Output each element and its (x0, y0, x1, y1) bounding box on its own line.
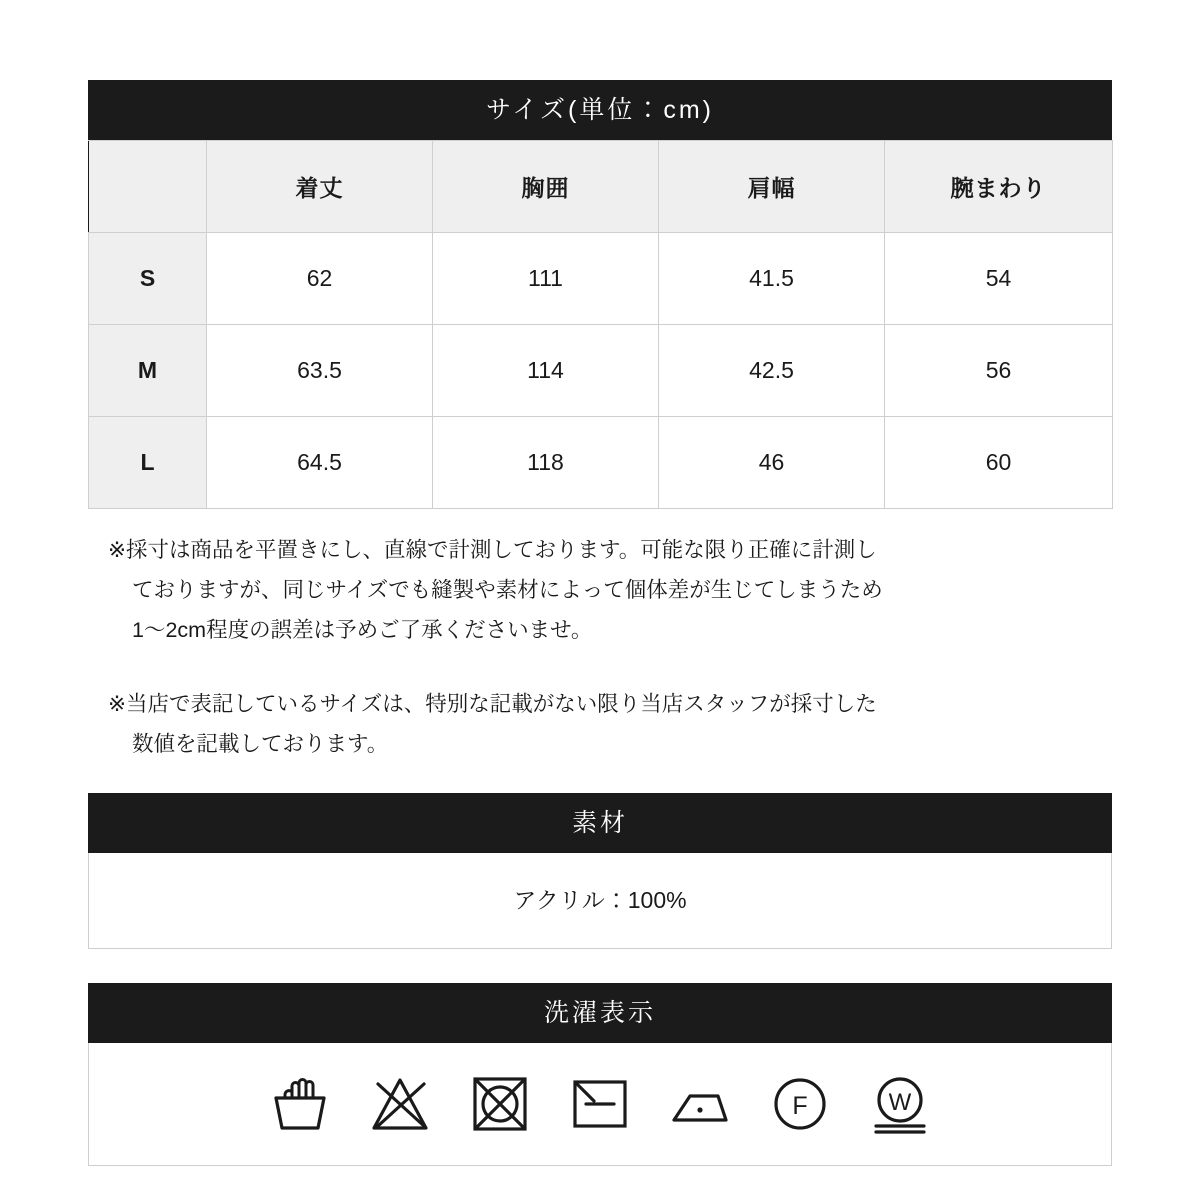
row-header-size: M (89, 325, 207, 417)
column-header-chest: 胸囲 (433, 141, 659, 233)
cell-length: 64.5 (207, 417, 433, 509)
care-icon-row (88, 1043, 1112, 1166)
material-value: アクリル：100% (88, 853, 1112, 949)
cell-shoulder: 46 (659, 417, 885, 509)
care-section (88, 983, 1112, 1166)
column-header-sleeve: 腕まわり (885, 141, 1113, 233)
row-header-size: L (89, 417, 207, 509)
flat-dry-in-shade-icon (568, 1072, 632, 1136)
size-column-header (89, 141, 207, 233)
cell-chest: 111 (433, 233, 659, 325)
note-line: ※採寸は商品を平置きにし、直線で計測しております。可能な限り正確に計測し (108, 538, 877, 562)
table-row (89, 417, 1113, 509)
cell-sleeve: 60 (885, 417, 1113, 509)
column-header-shoulder: 肩幅 (659, 141, 885, 233)
iron-low-icon (668, 1072, 732, 1136)
size-table (88, 140, 1113, 509)
cell-chest: 114 (433, 325, 659, 417)
no-bleach-icon (368, 1072, 432, 1136)
cell-length: 62 (207, 233, 433, 325)
svg-text:F: F (792, 1092, 808, 1120)
size-section (88, 80, 1112, 509)
cell-sleeve: 56 (885, 325, 1113, 417)
table-header-row (89, 141, 1113, 233)
material-section-title: 素材 (88, 793, 1112, 853)
table-row (89, 325, 1113, 417)
note-measurement (108, 530, 1108, 650)
note-line: ※当店で表記しているサイズは、特別な記載がない限り当店スタッフが採寸した (108, 692, 877, 716)
note-line: ておりますが、同じサイズでも縫製や素材によって個体差が生じてしまうため (132, 578, 883, 602)
note-line: 数値を記載しております。 (132, 732, 389, 756)
table-row (89, 233, 1113, 325)
column-header-length: 着丈 (207, 141, 433, 233)
cell-shoulder: 42.5 (659, 325, 885, 417)
cell-shoulder: 41.5 (659, 233, 885, 325)
hand-wash-icon (268, 1072, 332, 1136)
no-tumble-dry-icon (468, 1072, 532, 1136)
care-section-title: 洗濯表示 (88, 983, 1112, 1043)
svg-text:W: W (888, 1089, 912, 1116)
cell-length: 63.5 (207, 325, 433, 417)
cell-chest: 118 (433, 417, 659, 509)
size-section-title: サイズ(単位：cm) (88, 80, 1112, 140)
wet-clean-w-icon (868, 1072, 932, 1136)
cell-sleeve: 54 (885, 233, 1113, 325)
note-line: 1〜2cm程度の誤差は予めご了承くださいませ。 (132, 618, 593, 642)
dry-clean-f-icon (768, 1072, 832, 1136)
row-header-size: S (89, 233, 207, 325)
measurement-notes (108, 530, 1108, 798)
material-section (88, 793, 1112, 949)
note-staff-measured (108, 684, 1108, 764)
